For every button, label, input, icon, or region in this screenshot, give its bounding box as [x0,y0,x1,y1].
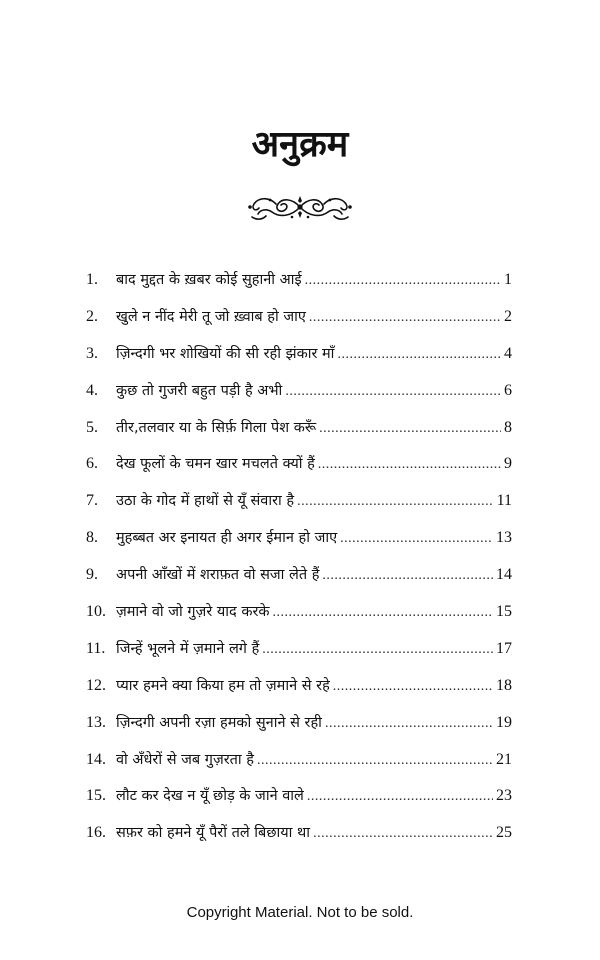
page-title: अनुक्रम [251,123,349,165]
entry-page-number: 23 [496,787,512,805]
entry-number: 11. [86,639,106,657]
dot-leader [333,669,493,706]
entry-page-number: 18 [496,676,512,694]
dot-leader [322,558,493,595]
entry-number: 14. [86,750,106,768]
dot-leader [319,411,501,448]
entry-page-number: 4 [504,344,512,362]
entry-page-number: 1 [504,271,512,288]
entry-number: 12. [86,676,106,694]
dot-leader [318,447,501,484]
entry-page-number: 11 [496,492,512,510]
entry-number: 16. [86,824,106,842]
table-of-contents [86,262,512,852]
entry-number: 8. [86,529,98,547]
entry-page-number: 14 [496,566,512,584]
entry-number: 9. [86,566,98,584]
entry-title: जिन्हें भूलने में ज़माने लगे हैं [116,640,260,657]
toc-entry[interactable] [86,299,512,336]
entry-title: तीर,तलवार या के सिर्फ़ गिला पेश करूँ [116,419,317,436]
copyright-notice: Copyright Material. Not to be sold. [186,904,414,921]
entry-number: 1. [86,271,98,288]
toc-entry[interactable] [86,557,512,594]
entry-number: 7. [86,492,98,510]
toc-entry[interactable] [86,373,512,410]
entry-page-number: 15 [496,603,512,621]
entry-title: प्यार हमने क्या किया हम तो ज़माने से रहे [116,677,330,694]
toc-entry[interactable] [86,815,512,852]
toc-entry[interactable] [86,262,512,299]
entry-page-number: 25 [496,824,512,842]
dot-leader [325,706,493,743]
entry-number: 3. [86,344,98,362]
entry-title: सफ़र को हमने यूँ पैरों तले बिछाया था [116,825,311,842]
entry-page-number: 2 [504,307,512,325]
toc-entry[interactable] [86,705,512,742]
entry-title: उठा के गोद में हाथों से यूँ संवारा है [116,493,295,510]
entry-number: 4. [86,381,98,399]
entry-title: मुहब्बत अर इनायत ही अगर ईमान हो जाए [116,530,338,547]
toc-entry[interactable] [86,336,512,373]
entry-title: ज़िन्दगी अपनी रज़ा हमको सुनाने से रही [116,714,322,731]
toc-entry[interactable] [86,668,512,705]
toc-entry[interactable] [86,446,512,483]
dot-leader [273,595,493,632]
dot-leader [309,300,501,337]
entry-number: 2. [86,307,98,325]
toc-entry[interactable] [86,631,512,668]
entry-page-number: 13 [496,529,512,547]
entry-title: वो अँधेरों से जब गुज़रता है [116,751,254,768]
dot-leader [337,337,501,374]
entry-number: 5. [86,418,98,436]
toc-entry[interactable] [86,520,512,557]
entry-number: 10. [86,603,106,621]
dot-leader [307,779,493,816]
entry-number: 6. [86,455,98,473]
dot-leader [297,484,493,521]
dot-leader [257,743,493,780]
entry-title: देख फूलों के चमन खार मचलते क्यों हैं [116,456,315,473]
dot-leader [313,816,493,853]
dot-leader [285,374,501,411]
entry-title: अपनी आँखों में शराफ़त वो सजा लेते हैं [116,567,320,584]
entry-title: ज़माने वो जो गुज़रे याद करके [116,604,270,621]
toc-entry[interactable] [86,742,512,779]
entry-title: ज़िन्दगी भर शोखियों की सी रही झंकार माँ [116,345,335,362]
entry-page-number: 6 [504,381,512,399]
toc-entry[interactable] [86,483,512,520]
entry-page-number: 8 [504,418,512,436]
dot-leader [340,521,493,558]
dot-leader [305,263,501,300]
toc-entry[interactable] [86,410,512,447]
entry-page-number: 17 [496,639,512,657]
entry-title: लौट कर देख न यूँ छोड़ के जाने वाले [116,788,304,805]
floral-flourish-icon [246,190,354,224]
entry-title: खुले न नींद मेरी तू जो ख़्वाब हो जाए [116,308,306,325]
toc-entry[interactable] [86,594,512,631]
entry-page-number: 9 [504,455,512,473]
entry-title: कुछ तो गुजरी बहुत पड़ी है अभी [116,382,283,399]
entry-title: बाद मुद्दत के ख़बर कोई सुहानी आई [116,272,302,288]
toc-entry[interactable] [86,778,512,815]
entry-page-number: 19 [496,713,512,731]
entry-number: 15. [86,787,106,805]
dot-leader [262,632,493,669]
entry-number: 13. [86,713,106,731]
entry-page-number: 21 [496,750,512,768]
